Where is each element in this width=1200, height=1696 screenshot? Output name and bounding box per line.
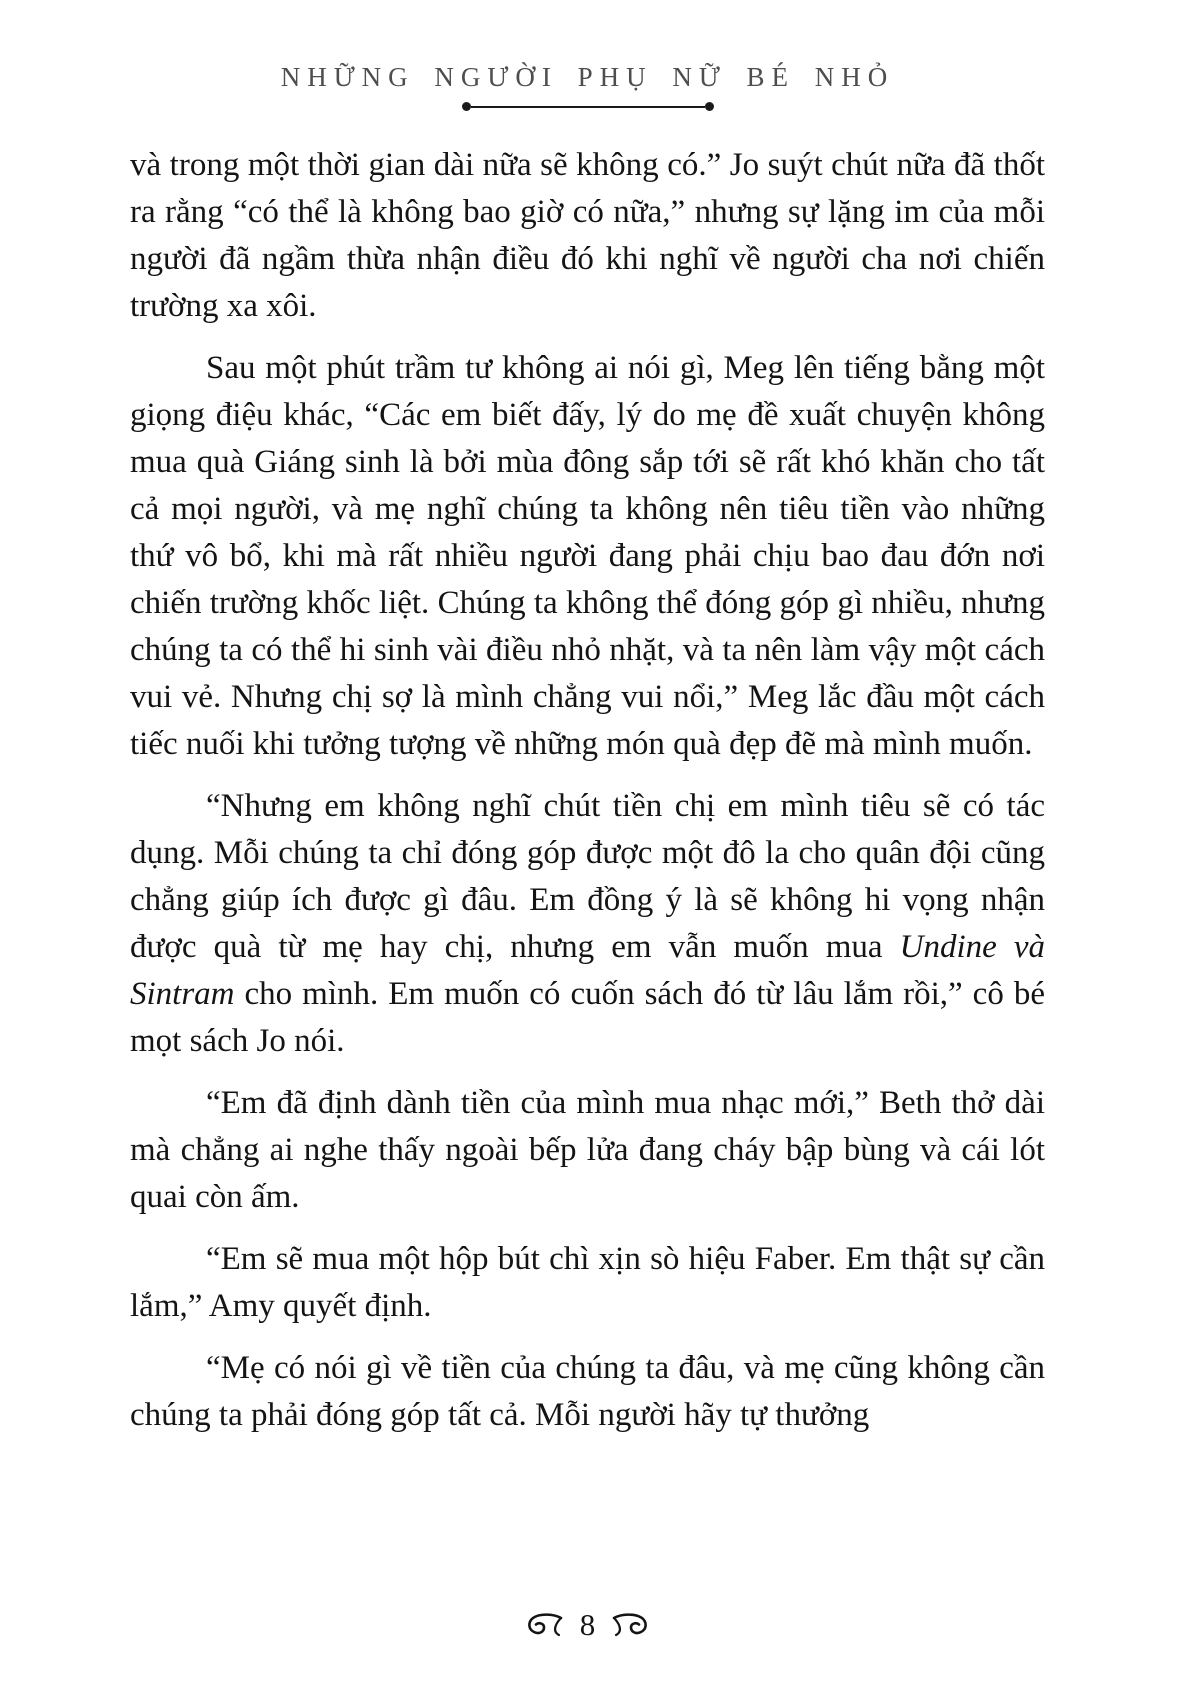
paragraph-text: và trong một thời gian dài nữa sẽ không có.” Jo suýt chút nữa đã thốt ra rằng “có thể là không bao giờ có nữa,” nhưng sự lặng im của mỗi người đã ngầm thừa nhận điều đó khi nghĩ về người cha nơi chiến trường xa xôi. — [130, 147, 1045, 324]
paragraph — [130, 1236, 1045, 1330]
paragraph — [130, 1345, 1045, 1439]
paragraph — [130, 142, 1045, 330]
page-footer — [130, 1609, 1045, 1640]
rule-dot-left — [462, 102, 471, 111]
rule-dot-right — [705, 102, 714, 111]
paragraph — [130, 345, 1045, 768]
paragraph-text: “Em đã định dành tiền của mình mua nhạc mới,” Beth thở dài mà chẳng ai nghe thấy ngoài bếp lửa đang cháy bập bùng và cái lót quai còn ấm. — [130, 1085, 1045, 1215]
swash-flourish-right-icon — [611, 1612, 649, 1638]
paragraph — [130, 1080, 1045, 1221]
swash-flourish-left-icon — [526, 1612, 564, 1638]
paragraph-text: “Em sẽ mua một hộp bút chì xịn sò hiệu Faber. Em thật sự cần lắm,” Amy quyết định. — [130, 1241, 1045, 1324]
page-body — [130, 142, 1045, 1454]
running-header — [130, 62, 1045, 111]
paragraph-text: “Nhưng em không nghĩ chút tiền chị em mình tiêu sẽ có tác dụng. Mỗi chúng ta chỉ đóng góp được một đô la cho quân đội cũng chẳng giúp ích được gì đâu. Em đồng ý là sẽ không hi vọng nhận được quà từ mẹ hay chị, nhưng em vẫn muốn mua — [130, 788, 1045, 965]
paragraph-text: “Mẹ có nói gì về tiền của chúng ta đâu, và mẹ cũng không cần chúng ta phải đóng góp tất cả. Mỗi người hãy tự thưởng — [130, 1350, 1045, 1433]
rule-line — [471, 106, 705, 108]
page-number: 8 — [579, 1607, 596, 1642]
book-title-italic: Undine và Sintram — [130, 929, 1045, 1012]
paragraph-text: Sau một phút trầm tư không ai nói gì, Meg lên tiếng bằng một giọng điệu khác, “Các em biết đấy, lý do mẹ đề xuất chuyện không mua quà Giáng sinh là bởi mùa đông sắp tới sẽ rất khó khăn cho tất cả mọi người, và mẹ nghĩ chúng ta không nên tiêu tiền vào những thứ vô bổ, khi mà rất nhiều người đang phải chịu bao đau đớn nơi chiến trường khốc liệt. Chúng ta không thể đóng góp gì nhiều, nhưng chúng ta có thể hi sinh vài điều nhỏ nhặt, và ta nên làm vậy một cách vui vẻ. Nhưng chị sợ là mình chẳng vui nổi,” Meg lắc đầu một cách tiếc nuối khi tưởng tượng về những món quà đẹp đẽ mà mình muốn. — [130, 350, 1045, 762]
header-rule — [462, 102, 714, 111]
book-title: NHỮNG NGƯỜI PHỤ NỮ BÉ NHỎ — [280, 62, 895, 92]
paragraph-text: cho mình. Em muốn có cuốn sách đó từ lâu lắm rồi,” cô bé mọt sách Jo nói. — [130, 976, 1045, 1059]
paragraph — [130, 783, 1045, 1065]
